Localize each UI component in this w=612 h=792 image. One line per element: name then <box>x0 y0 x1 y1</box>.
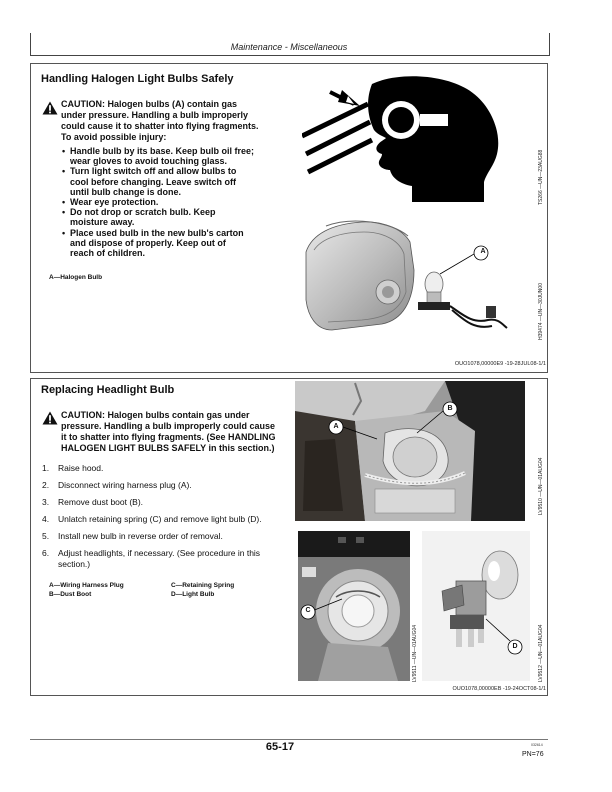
step-item: 5. Install new bulb in reverse order of removal. <box>42 531 223 541</box>
footer-divider <box>30 739 548 740</box>
pn-label: PN=76 <box>522 751 544 758</box>
safety-bullet-list <box>62 146 297 258</box>
section2-legend-right: C—Retaining Spring D—Light Bulb <box>171 582 235 598</box>
section1-legend: A—Halogen Bulb <box>49 274 103 281</box>
figure-ref-code: H39474 —UN—30JUN00 <box>538 283 544 340</box>
callout-c-label: C <box>305 607 311 614</box>
section2-footer-ref: OUO1078,00000EB -19-24OCT08-1/1 <box>452 686 546 692</box>
section2-title: Replacing Headlight Bulb <box>41 384 175 396</box>
callout-a-label: A <box>480 248 486 255</box>
caution-line: under pressure. Handling a bulb improperly <box>61 110 249 120</box>
section1-title: Handling Halogen Light Bulbs Safely <box>41 73 234 85</box>
callout-a-label: A <box>333 423 339 430</box>
step-item: 2. Disconnect wiring harness plug (A). <box>42 480 192 490</box>
caution-line: CAUTION: Halogen bulbs contain gas under <box>61 410 250 420</box>
section2-caution <box>61 410 296 454</box>
step-item: 3. Remove dust boot (B). <box>42 497 144 507</box>
caution-line: To avoid possible injury: <box>61 132 167 142</box>
section2-legend-left: A—Wiring Harness Plug B—Dust Boot <box>49 582 124 598</box>
step-item: 1. Raise hood. <box>42 463 104 473</box>
figure-ref-code: LV9510 —UN—01AUG04 <box>538 457 544 515</box>
headlight-housing-photo <box>295 381 525 521</box>
bullet-item: • Turn light switch off and allow bulbs to cool before changing. Leave switch off until bulb change is done. <box>62 166 297 197</box>
step-item: 6. Adjust headlights, if necessary. (See procedure in this section.) <box>42 548 261 569</box>
bullet-item: • Wear eye protection. <box>62 197 297 207</box>
page-header-title: Maintenance - Miscellaneous <box>230 42 348 52</box>
figure-ref-code: LV9511 —UN—01AUG04 <box>412 624 418 682</box>
halogen-bulb-illustration <box>302 212 527 344</box>
step-item: 4. Unlatch retaining spring (C) and remove light bulb (D). <box>42 514 262 524</box>
warning-icon <box>42 101 58 115</box>
bullet-item: • Do not drop or scratch bulb. Keep moisture away. <box>62 207 297 227</box>
bullet-item: • Place used bulb in the new bulb's carton and dispose of properly. Keep out of reach of children. <box>62 228 297 259</box>
retaining-spring-photo <box>298 531 410 681</box>
caution-line: could cause it to shatter into flying fragments. <box>61 121 259 131</box>
caution-line: pressure. Handling a bulb improperly could cause <box>61 421 276 431</box>
light-bulb-photo <box>422 531 530 681</box>
section1-footer-ref: OUO1078,00000E9 -19-28JUL08-1/1 <box>454 361 546 367</box>
warning-icon <box>42 411 58 425</box>
bullet-item: • Handle bulb by its base. Keep bulb oil free; wear gloves to avoid touching glass. <box>62 146 297 166</box>
section1-caution <box>61 99 296 143</box>
figure-ref-code: TS266 —UN—23AUG88 <box>538 149 544 205</box>
caution-line: it to shatter into flying fragments. (See HANDLING <box>61 432 276 442</box>
callout-b-label: B <box>447 405 453 412</box>
eye-protection-illustration <box>302 74 534 204</box>
figure-ref-code: LV9512 —UN—01AUG04 <box>538 624 544 682</box>
callout-d-label: D <box>512 643 518 650</box>
caution-line: HALOGEN LIGHT BULBS SAFELY in this section.) <box>61 443 275 453</box>
caution-line: CAUTION: Halogen bulbs (A) contain gas <box>61 99 238 109</box>
procedure-steps <box>42 463 292 576</box>
footer-code: 032614 <box>531 743 543 747</box>
page-number: 65-17 <box>265 741 295 753</box>
